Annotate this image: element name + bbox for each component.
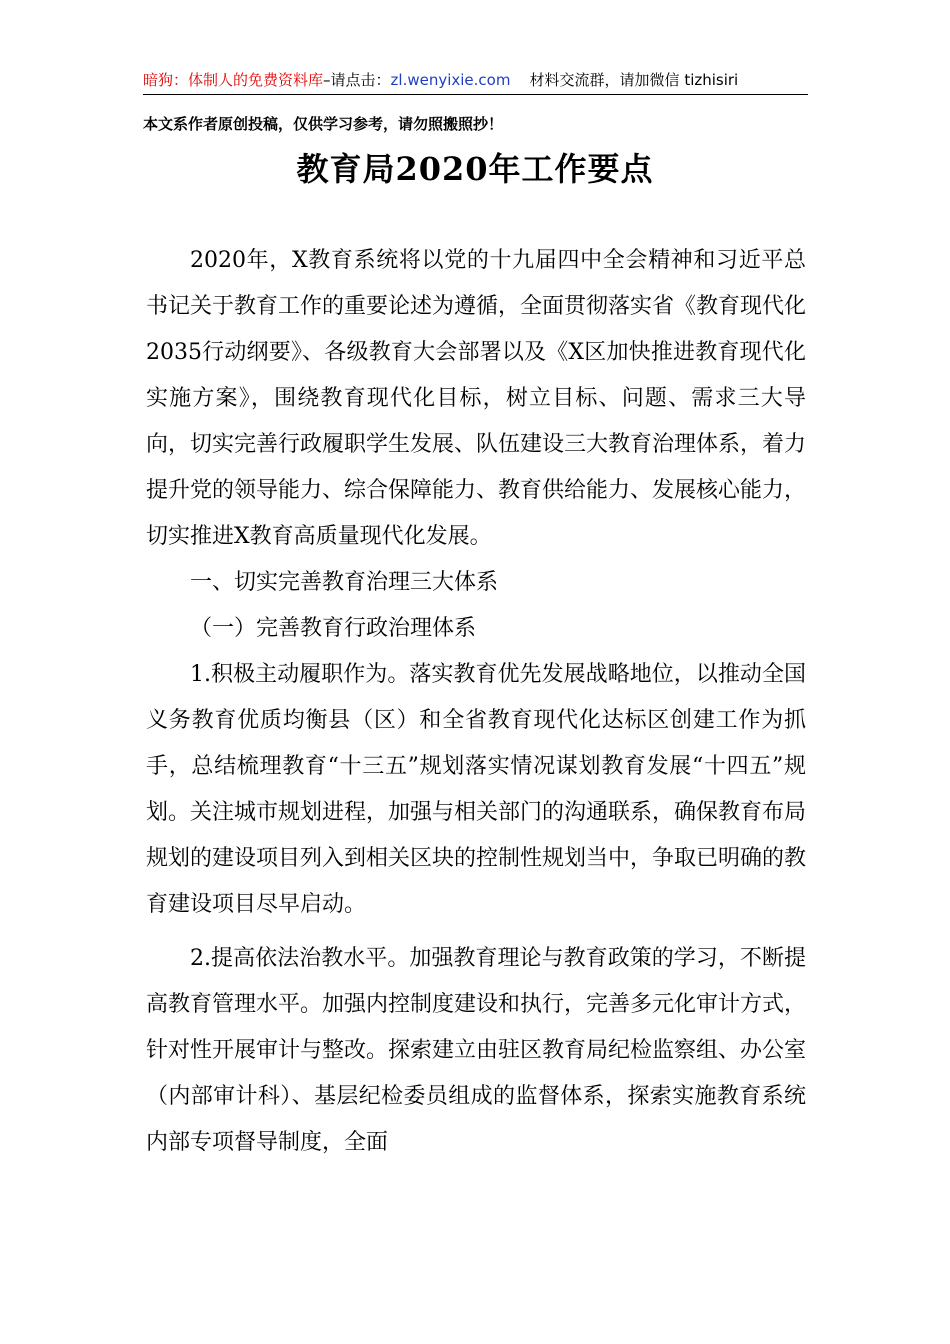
document-title: 教育局2020年工作要点 [296, 150, 654, 188]
header-click-prompt: –请点击： [323, 71, 391, 89]
header-url-link[interactable]: zl.wenyixie.com [390, 71, 511, 89]
item-paragraph-2: 2.提高依法治教水平。加强教育理论与教育政策的学习，不断提高教育管理水平。加强内控制度建设和执行，完善多元化审计方式，针对性开展审计与整改。探索建立由驻区教育局纪检监察组、办公室（内部审计科）、基层纪检委员组成的监督体系，探索实施教育系统内部专项督导制度，全面 [146, 946, 807, 1155]
document-body [146, 238, 806, 1166]
item-paragraph-1: 1.积极主动履职作为。落实教育优先发展战略地位，以推动全国义务教育优质均衡县（区）和全省教育现代化达标区创建工作为抓手，总结梳理教育“十三五”规划落实情况谋划教育发展“十四五”规划。关注城市规划进程，加强与相关部门的沟通联系，确保教育布局规划的建设项目列入到相关区块的控制性规划当中，争取已明确的教育建设项目尽早启动。 [146, 662, 807, 917]
subsection-heading: （一）完善教育行政治理体系 [190, 616, 477, 641]
intro-paragraph: 2020年，X教育系统将以党的十九届四中全会精神和习近平总书记关于教育工作的重要论述为遵循，全面贯彻落实省《教育现代化2035行动纲要》、各级教育大会部署以及《X区加快推进教育现代化实施方案》，围绕教育现代化目标，树立目标、问题、需求三大导向，切实完善行政履职学生发展、队伍建设三大教育治理体系，着力提升党的领导能力、综合保障能力、教育供给能力、发展核心能力，切实推进X教育高质量现代化发展。 [146, 248, 807, 549]
document-header [143, 66, 808, 95]
copyright-notice: 本文系作者原创投稿，仅供学习参考，请勿照搬照抄！ [143, 115, 504, 133]
header-contact: 材料交流群，请加微信 tizhisiri [529, 71, 739, 89]
header-site-name: 暗狗：体制人的免费资料库 [143, 71, 324, 89]
section-heading: 一、切实完善教育治理三大体系 [190, 570, 499, 595]
